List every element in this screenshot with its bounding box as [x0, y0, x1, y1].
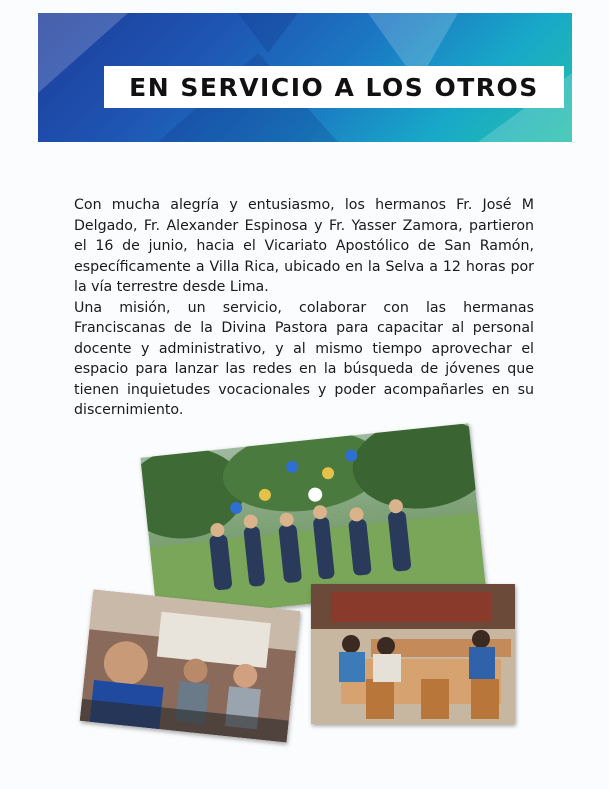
photo-vehicle-selfie — [80, 589, 301, 742]
title-box — [104, 66, 564, 108]
paragraph-2: Una misión, un servicio, colaborar con las hermanas Franciscanas de la Divina Pastora para capacitar al personal docente y administrativo, y al mismo tiempo aprovechar el espacio para lanzar las redes en la búsqueda de jóvenes que tienen inquietudes vocacionales y poder acompañarles en su discernimiento. — [74, 299, 534, 418]
paragraph-1: Con mucha alegría y entusiasmo, los hermanos Fr. José M Delgado, Fr. Alexander Espinosa y Fr. Yasser Zamora, partieron el 16 de junio, hacia el Vicariato Apostólico de San Ramón, específicamente a Villa Rica, ubicado en la Selva a 12 horas por la vía terrestre desde Lima. — [74, 197, 534, 295]
photo-indoor-meeting — [311, 584, 515, 724]
article-body — [74, 195, 534, 421]
page-title: EN SERVICIO A LOS OTROS — [129, 72, 539, 102]
header-banner — [38, 13, 572, 142]
